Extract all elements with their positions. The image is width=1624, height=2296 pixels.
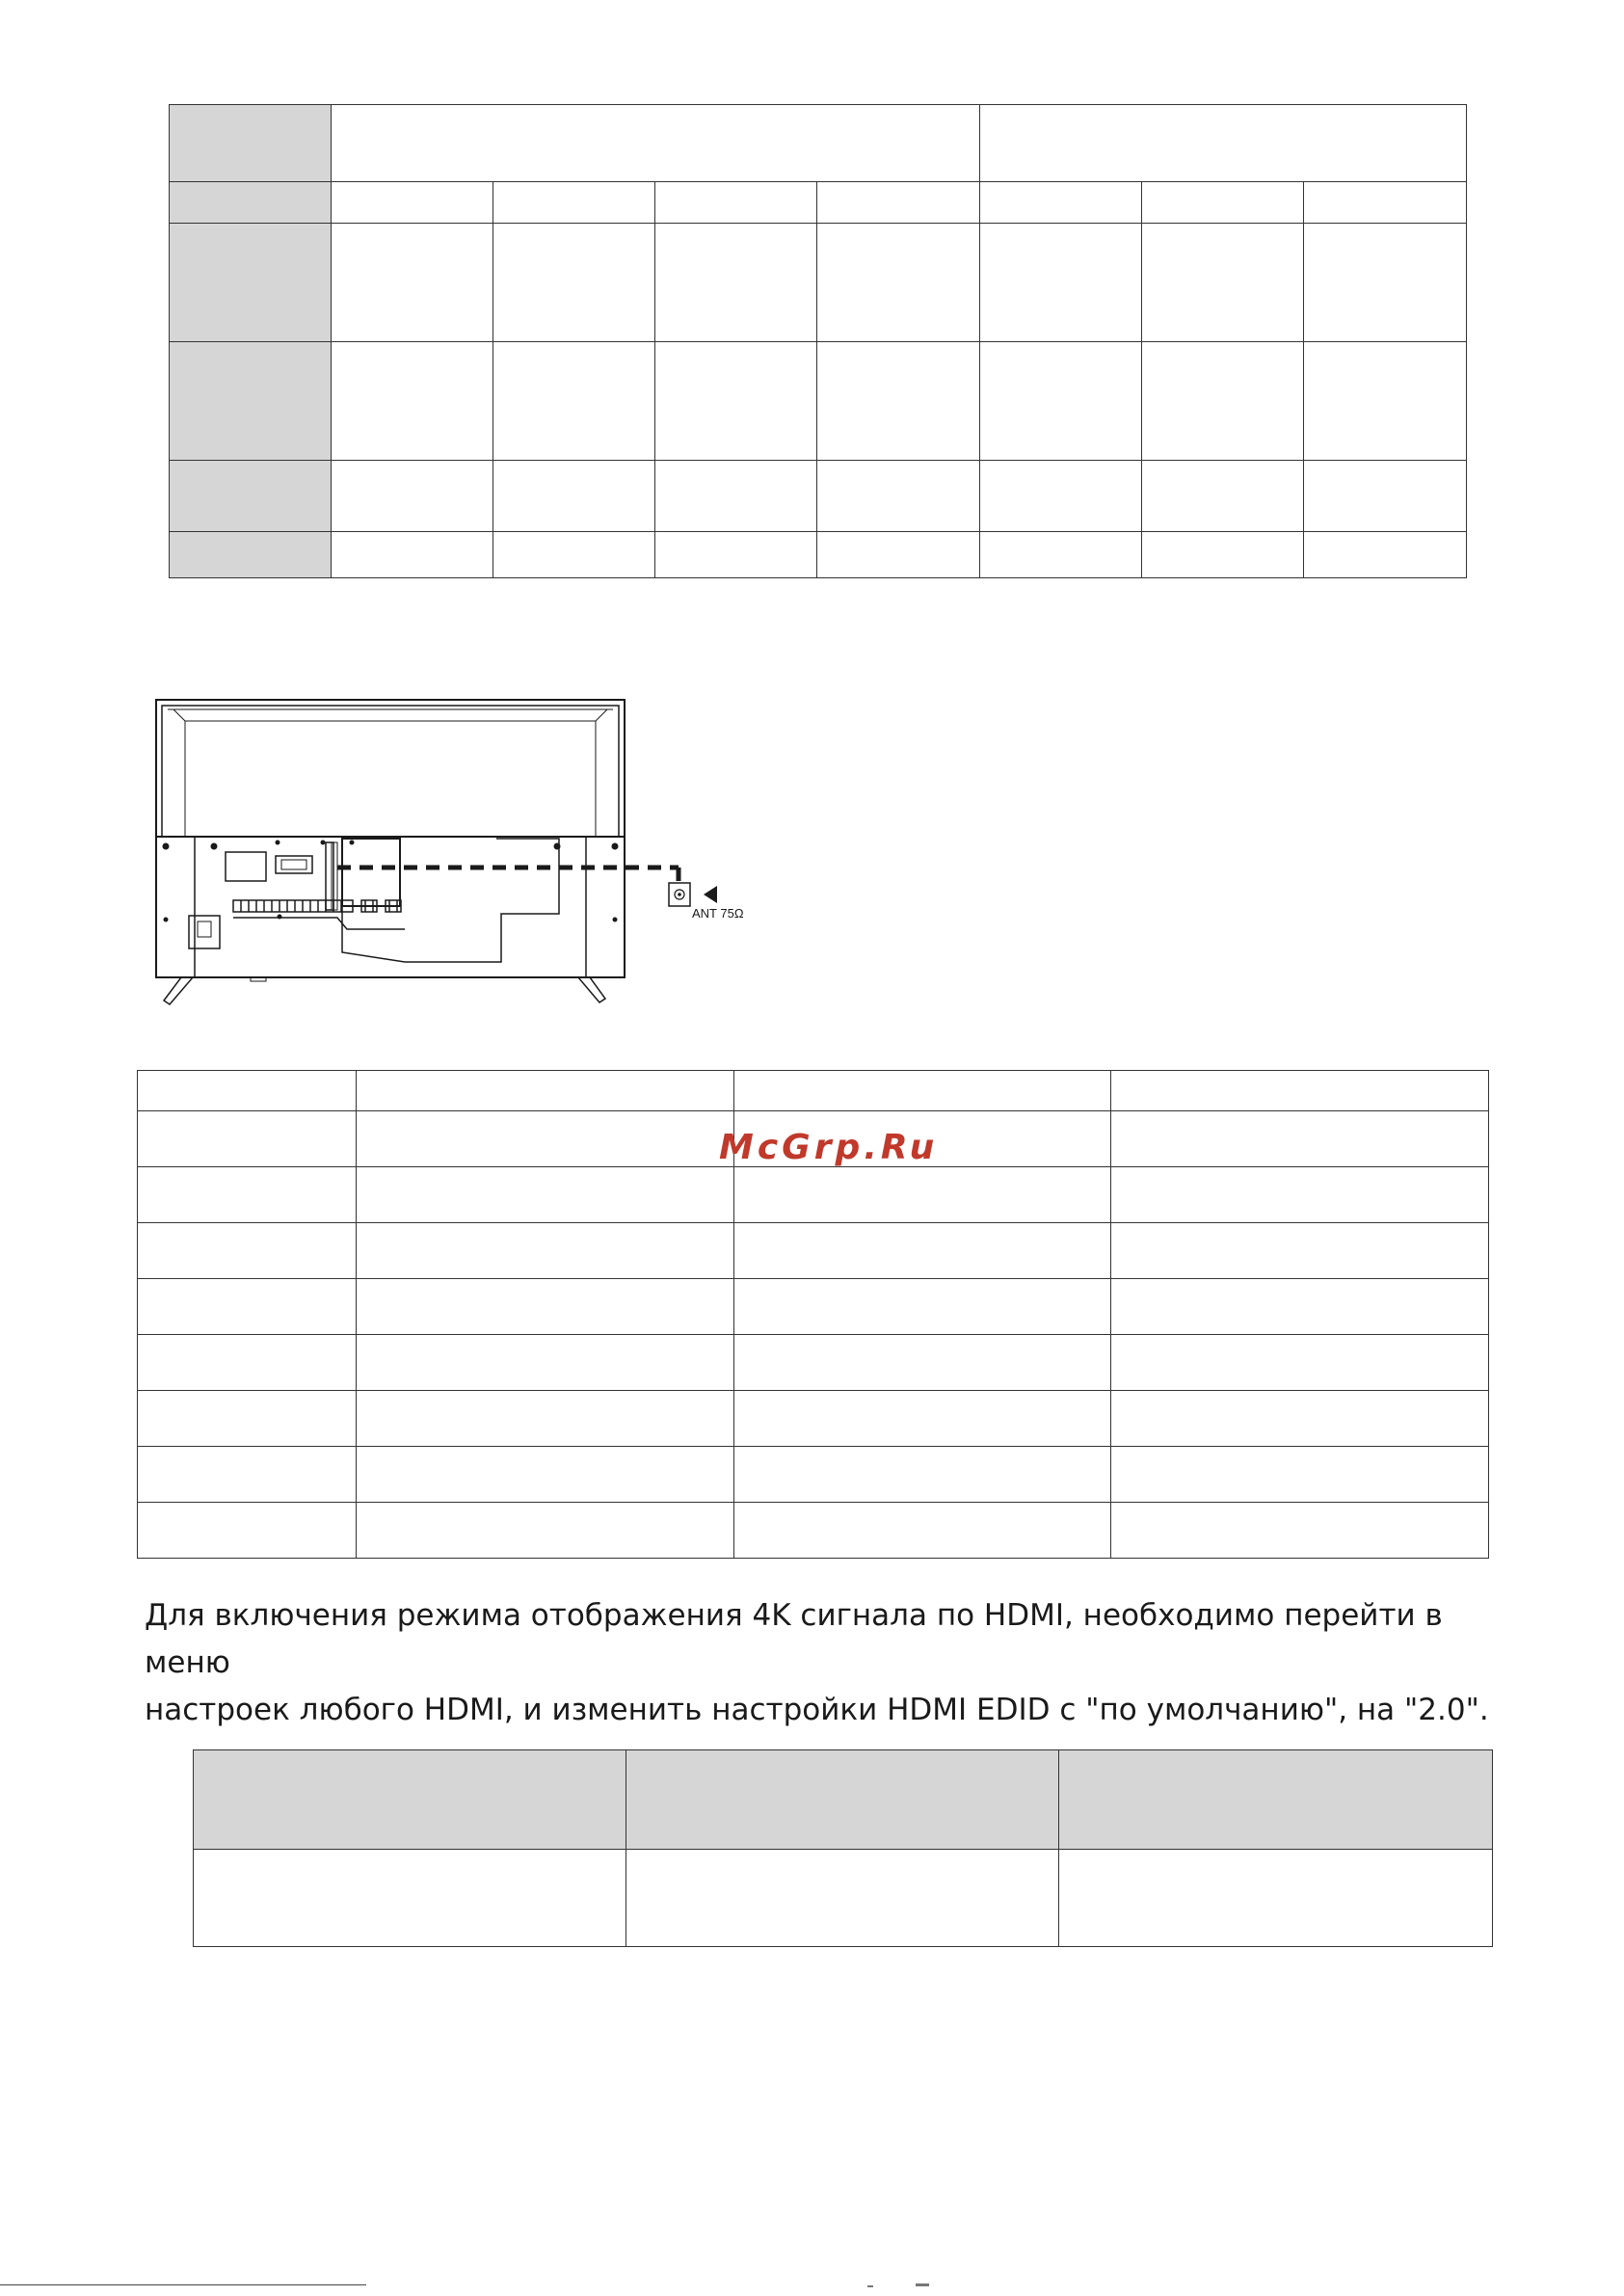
table-cell — [655, 342, 817, 461]
table-cell — [655, 532, 817, 578]
hdmi-note-line-2: настроек любого HDMI, и изменить настройки HDMI EDID с "по умолчанию", на "2.0". — [145, 1693, 1489, 1727]
table-cell — [1059, 1850, 1493, 1947]
table-row — [194, 1850, 1493, 1947]
table-cell — [1111, 1503, 1489, 1559]
table-cell — [1142, 224, 1304, 342]
table-row — [194, 1750, 1493, 1850]
table-row — [138, 1167, 1489, 1223]
table-cell — [493, 532, 655, 578]
table-cell — [170, 224, 332, 342]
table-row — [170, 461, 1467, 532]
table-row — [138, 1279, 1489, 1335]
arrow-left-icon — [704, 886, 717, 903]
table-cell — [734, 1167, 1111, 1223]
table-cell — [980, 342, 1142, 461]
table-cell — [1111, 1335, 1489, 1391]
table-cell — [980, 182, 1142, 224]
antenna-label: ANT 75Ω — [692, 906, 744, 921]
table-cell — [980, 461, 1142, 532]
table-cell — [357, 1071, 734, 1111]
table-cell — [655, 224, 817, 342]
table-row — [138, 1447, 1489, 1503]
table-cell — [734, 1503, 1111, 1559]
table-cell — [1142, 461, 1304, 532]
table-cell — [1304, 532, 1467, 578]
table-cell — [1111, 1279, 1489, 1335]
table-row — [138, 1391, 1489, 1447]
table-cell — [1142, 182, 1304, 224]
table-cell — [493, 182, 655, 224]
table-row — [138, 1071, 1489, 1111]
table-cell — [332, 105, 980, 182]
table-cell — [817, 532, 980, 578]
table-cell — [138, 1071, 357, 1111]
table-cell — [655, 461, 817, 532]
table-cell — [980, 105, 1467, 182]
table-cell — [357, 1223, 734, 1279]
table-cell — [332, 532, 493, 578]
table-cell — [138, 1279, 357, 1335]
table-row — [170, 105, 1467, 182]
footer-rule — [0, 2284, 366, 2285]
spec-table-top — [169, 104, 1467, 578]
hdmi-note — [145, 1592, 1494, 1734]
table-cell — [734, 1071, 1111, 1111]
table-cell — [357, 1279, 734, 1335]
table-cell — [357, 1447, 734, 1503]
table-cell — [1142, 532, 1304, 578]
table-cell — [817, 182, 980, 224]
footer-mark — [916, 2283, 929, 2286]
table-cell — [138, 1223, 357, 1279]
table-cell — [1304, 182, 1467, 224]
table-cell — [357, 1503, 734, 1559]
table-cell — [734, 1279, 1111, 1335]
table-cell — [138, 1111, 357, 1167]
table-cell — [734, 1335, 1111, 1391]
table-cell — [138, 1503, 357, 1559]
table-cell — [1111, 1447, 1489, 1503]
table-cell — [493, 342, 655, 461]
table-cell — [357, 1335, 734, 1391]
table-cell — [332, 224, 493, 342]
table-cell — [817, 461, 980, 532]
table-row — [170, 182, 1467, 224]
table-cell — [194, 1750, 626, 1850]
table-cell — [626, 1750, 1059, 1850]
table-cell — [493, 461, 655, 532]
table-row — [138, 1503, 1489, 1559]
table-cell — [1304, 342, 1467, 461]
table-cell — [817, 224, 980, 342]
table-cell — [1111, 1111, 1489, 1167]
table-cell — [1111, 1071, 1489, 1111]
table-cell — [170, 342, 332, 461]
table-cell — [626, 1850, 1059, 1947]
table-row — [170, 224, 1467, 342]
footer-mark — [867, 2285, 873, 2287]
table-cell — [655, 182, 817, 224]
hdmi-note-line-1: Для включения режима отображения 4K сигнала по HDMI, необходимо перейти в меню — [145, 1598, 1443, 1680]
table-cell — [357, 1111, 734, 1167]
table-cell — [734, 1391, 1111, 1447]
table-cell — [357, 1391, 734, 1447]
table-cell — [138, 1391, 357, 1447]
table-cell — [170, 532, 332, 578]
table-cell — [1111, 1223, 1489, 1279]
table-cell — [138, 1167, 357, 1223]
table-cell — [980, 224, 1142, 342]
table-cell — [1111, 1391, 1489, 1447]
tv-rear-panel-diagram — [154, 692, 771, 1010]
table-cell — [493, 224, 655, 342]
table-cell — [734, 1447, 1111, 1503]
table-cell — [332, 182, 493, 224]
table-cell — [170, 182, 332, 224]
table-cell — [1059, 1750, 1493, 1850]
table-cell — [1304, 461, 1467, 532]
table-cell — [332, 342, 493, 461]
table-cell — [170, 461, 332, 532]
table-cell — [194, 1850, 626, 1947]
table-cell — [817, 342, 980, 461]
table-row — [138, 1335, 1489, 1391]
table-cell — [138, 1447, 357, 1503]
table-cell — [138, 1335, 357, 1391]
table-cell — [332, 461, 493, 532]
table-cell — [170, 105, 332, 182]
table-row — [170, 342, 1467, 461]
table-row — [170, 532, 1467, 578]
watermark: McGrp.Ru — [719, 1128, 939, 1167]
table-cell — [980, 532, 1142, 578]
table-row — [138, 1223, 1489, 1279]
table-cell — [1304, 224, 1467, 342]
table-cell — [734, 1223, 1111, 1279]
table-cell — [357, 1167, 734, 1223]
table-cell — [1142, 342, 1304, 461]
table-cell — [1111, 1167, 1489, 1223]
spec-table-bottom — [193, 1749, 1493, 1947]
